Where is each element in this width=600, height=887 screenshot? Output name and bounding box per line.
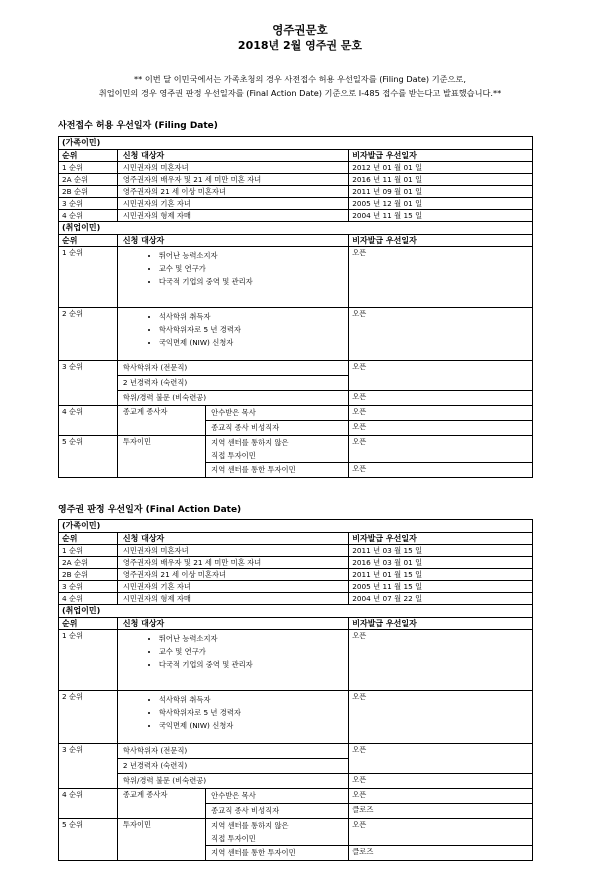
employment-group-label: (취업이민) — [59, 222, 533, 235]
filing-date-heading: 사전접수 허용 우선일자 (Filing Date) — [58, 121, 218, 131]
table-row: 5 순위 투자이민 지역 센터를 통하지 않은 직접 투자이민 오픈 — [59, 436, 533, 463]
col-applicant-header: 신청 대상자 — [117, 533, 348, 545]
final-action-date-heading: 영주권 판정 우선일자 (Final Action Date) — [58, 505, 242, 515]
table-row: 2A 순위 영주권자의 배우자 및 21 세 미만 미혼 자녀 2016 년 11 월 01 일 — [59, 174, 533, 186]
table-row: 5 순위 투자이민 지역 센터를 통하지 않은 직접 투자이민 오픈 — [59, 819, 533, 846]
col-applicant-header: 신청 대상자 — [117, 150, 348, 162]
table-row: 종교직 종사 비성직자 오픈 — [59, 421, 533, 436]
table-row: 학위/경력 불문 (비숙련공) 오픈 — [59, 391, 533, 406]
col-rank-header: 순위 — [59, 235, 118, 247]
intro-line-1: ** 이번 달 이민국에서는 가족초청의 경우 사전접수 허용 우선일자를 (Filing Date) 기준으로, — [134, 74, 466, 84]
col-applicant-header: 신청 대상자 — [117, 618, 348, 630]
table-row: 1 순위 • 뛰어난 능력소지자 • 교수 및 연구가 • 다국적 기업의 중역 및 관리자 오픈 — [59, 630, 533, 691]
col-applicant-header: 신청 대상자 — [117, 235, 348, 247]
table-row: 지역 센터를 통한 투자이민 오픈 — [59, 463, 533, 478]
table-row: 2 년경력자 (숙련직) — [59, 759, 533, 774]
final-action-date-table — [58, 519, 533, 861]
table-row: 2A 순위 영주권자의 배우자 및 21 세 미만 미혼 자녀 2016 년 03 월 01 일 — [59, 557, 533, 569]
filing-date-table — [58, 136, 533, 478]
col-date-header: 비자발급 우선일자 — [349, 618, 533, 630]
table-row: 4 순위 시민권자의 형제 자매 2004 년 07 월 22 일 — [59, 593, 533, 605]
table-row: 4 순위 종교계 종사자 안수받은 목사 오픈 — [59, 406, 533, 421]
table-row: 4 순위 종교계 종사자 안수받은 목사 오픈 — [59, 789, 533, 804]
employment-group-label: (취업이민) — [59, 605, 533, 618]
table-row: 2B 순위 영주권자의 21 세 이상 미혼자녀 2011 년 01 월 15 일 — [59, 569, 533, 581]
table-row: 4 순위 시민권자의 형제 자매 2004 년 11 월 15 일 — [59, 210, 533, 222]
bullet-list: • 뛰어난 능력소지자 • 교수 및 연구가 • 다국적 기업의 중역 및 관리자 — [121, 249, 345, 288]
table-row: 학위/경력 불문 (비숙련공) 오픈 — [59, 774, 533, 789]
table-row: 3 순위 시민권자의 기혼 자녀 2005 년 11 월 15 일 — [59, 581, 533, 593]
table-row: 1 순위 시민권자의 미혼자녀 2012 년 01 월 01 일 — [59, 162, 533, 174]
document-subtitle: 2018년 2월 영주권 문호 — [237, 39, 363, 52]
table-row: 2 순위 • 석사학위 취득자 • 학사학위자로 5 년 경력자 • 국익면제 (NIW) 신청자 오픈 — [59, 691, 533, 744]
col-date-header: 비자발급 우선일자 — [349, 150, 533, 162]
bullet-list: • 석사학위 취득자 • 학사학위자로 5 년 경력자 • 국익면제 (NIW) 신청자 — [121, 310, 345, 349]
table-row: 2 년경력자 (숙련직) — [59, 376, 533, 391]
bullet-list: • 뛰어난 능력소지자 • 교수 및 연구가 • 다국적 기업의 중역 및 관리자 — [121, 632, 345, 671]
table-row: 3 순위 시민권자의 기혼 자녀 2005 년 12 월 01 일 — [59, 198, 533, 210]
table-row: 종교직 종사 비성직자 클로즈 — [59, 804, 533, 819]
col-date-header: 비자발급 우선일자 — [349, 533, 533, 545]
col-date-header: 비자발급 우선일자 — [349, 235, 533, 247]
bullet-list: • 석사학위 취득자 • 학사학위자로 5 년 경력자 • 국익면제 (NIW) 신청자 — [121, 693, 345, 732]
table-row: 지역 센터를 통한 투자이민 클로즈 — [59, 846, 533, 861]
table-row: 1 순위 시민권자의 미혼자녀 2011 년 03 월 15 일 — [59, 545, 533, 557]
family-group-label: (가족이민) — [59, 137, 533, 150]
col-rank-header: 순위 — [59, 618, 118, 630]
col-rank-header: 순위 — [59, 150, 118, 162]
table-row: 2B 순위 영주권자의 21 세 이상 미혼자녀 2011 년 09 월 01 일 — [59, 186, 533, 198]
document-title: 영주권문호 — [272, 23, 328, 37]
table-row: 1 순위 • 뛰어난 능력소지자 • 교수 및 연구가 • 다국적 기업의 중역 및 관리자 오픈 — [59, 247, 533, 308]
intro-line-2: 취업이민의 경우 영주권 판정 우선일자를 (Final Action Date) 기준으로 I-485 접수를 받는다고 발표했습니다.** — [98, 88, 502, 98]
table-row: 2 순위 • 석사학위 취득자 • 학사학위자로 5 년 경력자 • 국익면제 (NIW) 신청자 오픈 — [59, 308, 533, 361]
table-row: 3 순위 학사학위자 (전문직) 오픈 — [59, 744, 533, 759]
family-group-label: (가족이민) — [59, 520, 533, 533]
table-row: 3 순위 학사학위자 (전문직) 오픈 — [59, 361, 533, 376]
col-rank-header: 순위 — [59, 533, 118, 545]
